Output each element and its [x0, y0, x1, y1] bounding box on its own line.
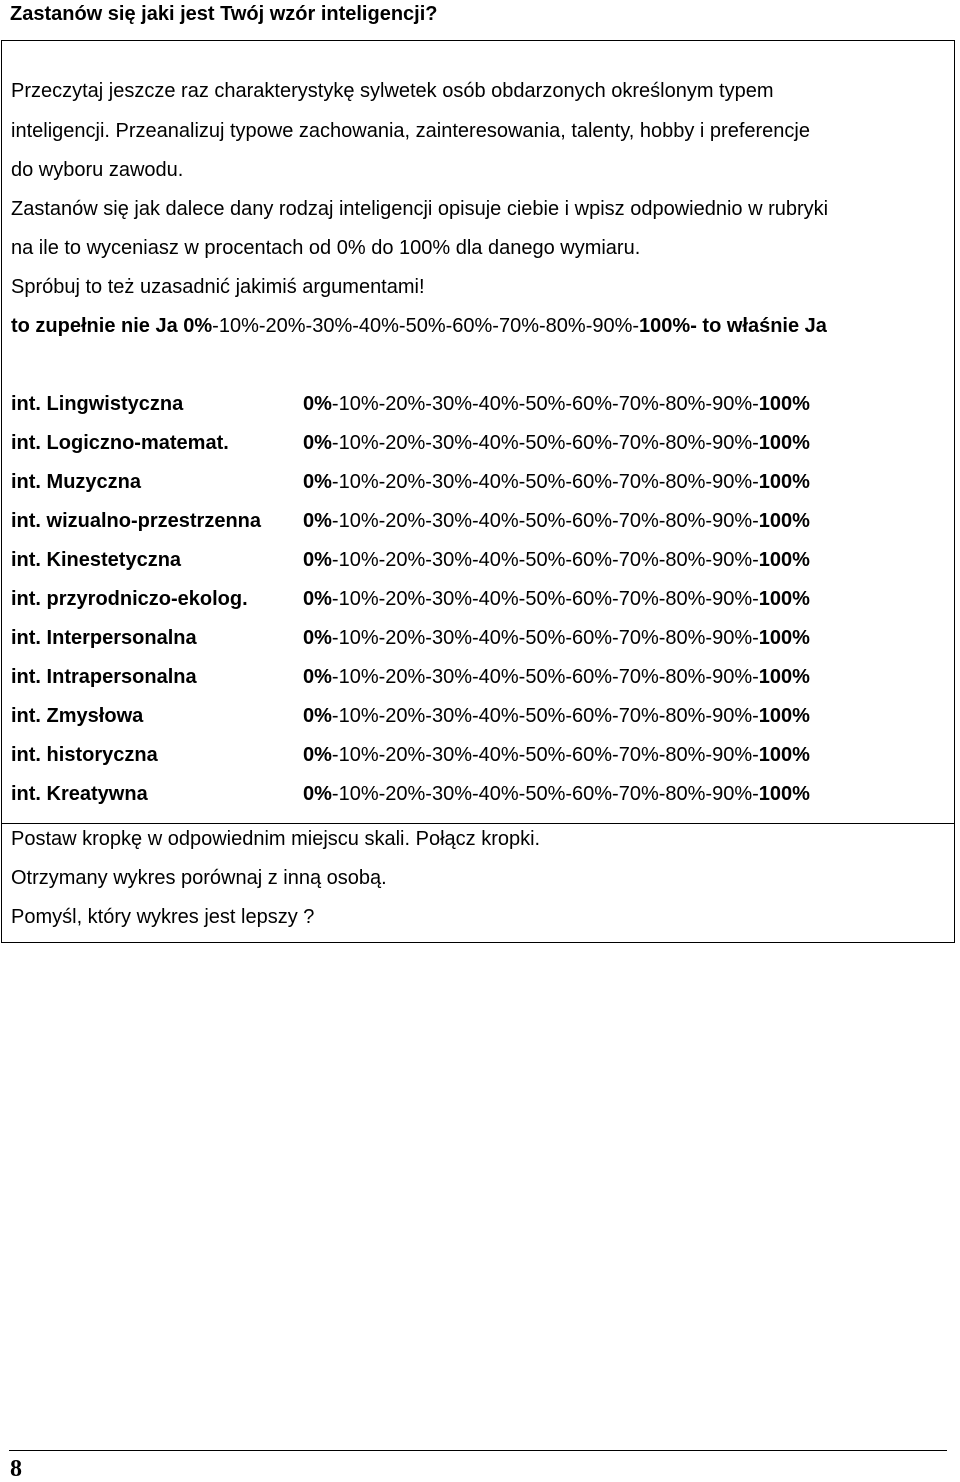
- scale-legend-end: 100%: [639, 315, 691, 337]
- intelligence-row: [11, 470, 911, 494]
- footer-rule: [9, 1450, 947, 1451]
- percent-scale: [303, 431, 810, 455]
- intelligence-row: [11, 587, 911, 611]
- intelligence-row: [11, 665, 911, 689]
- scale-end: 100%: [758, 393, 810, 415]
- scale-middle: -10%-20%-30%-40%-50%-60%-70%-80%-90%-: [331, 627, 759, 649]
- scale-middle: -10%-20%-30%-40%-50%-60%-70%-80%-90%-: [331, 666, 759, 688]
- scale-legend-middle: -10%-20%-30%-40%-50%-60%-70%-80%-90%-: [212, 315, 640, 337]
- intelligence-row: [11, 548, 911, 572]
- page-title: Zastanów się jaki jest Twój wzór inteligencji?: [10, 3, 438, 25]
- scale-middle: -10%-20%-30%-40%-50%-60%-70%-80%-90%-: [331, 705, 759, 727]
- percent-scale: [303, 743, 810, 767]
- scale-end: 100%: [758, 549, 810, 571]
- intelligence-row: [11, 431, 911, 455]
- percent-scale: [303, 665, 810, 689]
- scale-end: 100%: [758, 744, 810, 766]
- scale-legend: [11, 314, 827, 338]
- intro-line-5: na ile to wyceniasz w procentach od 0% do 100% dla danego wymiaru.: [11, 237, 641, 259]
- scale-start: 0%: [303, 666, 332, 688]
- page-number: 8: [10, 1456, 22, 1482]
- box-divider: [1, 823, 955, 824]
- intelligence-row: [11, 626, 911, 650]
- scale-middle: -10%-20%-30%-40%-50%-60%-70%-80%-90%-: [331, 744, 759, 766]
- scale-middle: -10%-20%-30%-40%-50%-60%-70%-80%-90%-: [331, 783, 759, 805]
- scale-start: 0%: [303, 744, 332, 766]
- scale-start: 0%: [303, 783, 332, 805]
- scale-legend-left: to zupełnie nie Ja: [11, 315, 184, 337]
- instruction-line-3: Pomyśl, który wykres jest lepszy ?: [11, 906, 315, 928]
- intelligence-row: [11, 782, 911, 806]
- intro-line-3: do wyboru zawodu.: [11, 159, 184, 181]
- scale-end: 100%: [758, 432, 810, 454]
- intro-line-4: Zastanów się jak dalece dany rodzaj inteligencji opisuje ciebie i wpisz odpowiednio w rubryki: [11, 198, 829, 220]
- instruction-line-1: Postaw kropkę w odpowiednim miejscu skali. Połącz kropki.: [11, 828, 541, 850]
- scale-start: 0%: [303, 393, 332, 415]
- scale-middle: -10%-20%-30%-40%-50%-60%-70%-80%-90%-: [331, 393, 759, 415]
- scale-legend-start: 0%: [183, 315, 213, 337]
- scale-legend-right: - to właśnie Ja: [690, 315, 827, 337]
- scale-end: 100%: [758, 666, 810, 688]
- scale-start: 0%: [303, 471, 332, 493]
- percent-scale: [303, 548, 810, 572]
- intelligence-row: [11, 392, 911, 416]
- intelligence-label: int. wizualno-przestrzenna: [11, 510, 262, 532]
- scale-start: 0%: [303, 705, 332, 727]
- percent-scale: [303, 470, 810, 494]
- scale-end: 100%: [758, 588, 810, 610]
- intelligence-label: int. Zmysłowa: [11, 705, 144, 727]
- intro-line-2: inteligencji. Przeanalizuj typowe zachowania, zainteresowania, talenty, hobby i preferencje: [11, 120, 810, 142]
- intelligence-label: int. Interpersonalna: [11, 627, 197, 649]
- scale-middle: -10%-20%-30%-40%-50%-60%-70%-80%-90%-: [331, 510, 759, 532]
- scale-middle: -10%-20%-30%-40%-50%-60%-70%-80%-90%-: [331, 588, 759, 610]
- percent-scale: [303, 626, 810, 650]
- scale-start: 0%: [303, 588, 332, 610]
- scale-start: 0%: [303, 627, 332, 649]
- percent-scale: [303, 509, 810, 533]
- scale-end: 100%: [758, 783, 810, 805]
- intelligence-row: [11, 743, 911, 767]
- intelligence-label: int. Intrapersonalna: [11, 666, 197, 688]
- scale-start: 0%: [303, 549, 332, 571]
- scale-end: 100%: [758, 471, 810, 493]
- intelligence-label: int. Kinestetyczna: [11, 549, 182, 571]
- scale-end: 100%: [758, 510, 810, 532]
- intelligence-label: int. Kreatywna: [11, 783, 148, 805]
- scale-middle: -10%-20%-30%-40%-50%-60%-70%-80%-90%-: [331, 549, 759, 571]
- scale-middle: -10%-20%-30%-40%-50%-60%-70%-80%-90%-: [331, 471, 759, 493]
- intelligence-label: int. Logiczno-matemat.: [11, 432, 229, 454]
- intelligence-row: [11, 704, 911, 728]
- percent-scale: [303, 704, 810, 728]
- percent-scale: [303, 392, 810, 416]
- intro-line-6: Spróbuj to też uzasadnić jakimiś argumentami!: [11, 276, 425, 298]
- scale-end: 100%: [758, 627, 810, 649]
- intelligence-label: int. historyczna: [11, 744, 158, 766]
- percent-scale: [303, 782, 810, 806]
- scale-start: 0%: [303, 510, 332, 532]
- percent-scale: [303, 587, 810, 611]
- scale-end: 100%: [758, 705, 810, 727]
- intelligence-row: [11, 509, 911, 533]
- intro-line-1: Przeczytaj jeszcze raz charakterystykę sylwetek osób obdarzonych określonym typem: [11, 80, 774, 102]
- intelligence-label: int. Lingwistyczna: [11, 393, 184, 415]
- scale-start: 0%: [303, 432, 332, 454]
- instruction-line-2: Otrzymany wykres porównaj z inną osobą.: [11, 867, 387, 889]
- intelligence-label: int. Muzyczna: [11, 471, 142, 493]
- scale-middle: -10%-20%-30%-40%-50%-60%-70%-80%-90%-: [331, 432, 759, 454]
- intelligence-label: int. przyrodniczo-ekolog.: [11, 588, 248, 610]
